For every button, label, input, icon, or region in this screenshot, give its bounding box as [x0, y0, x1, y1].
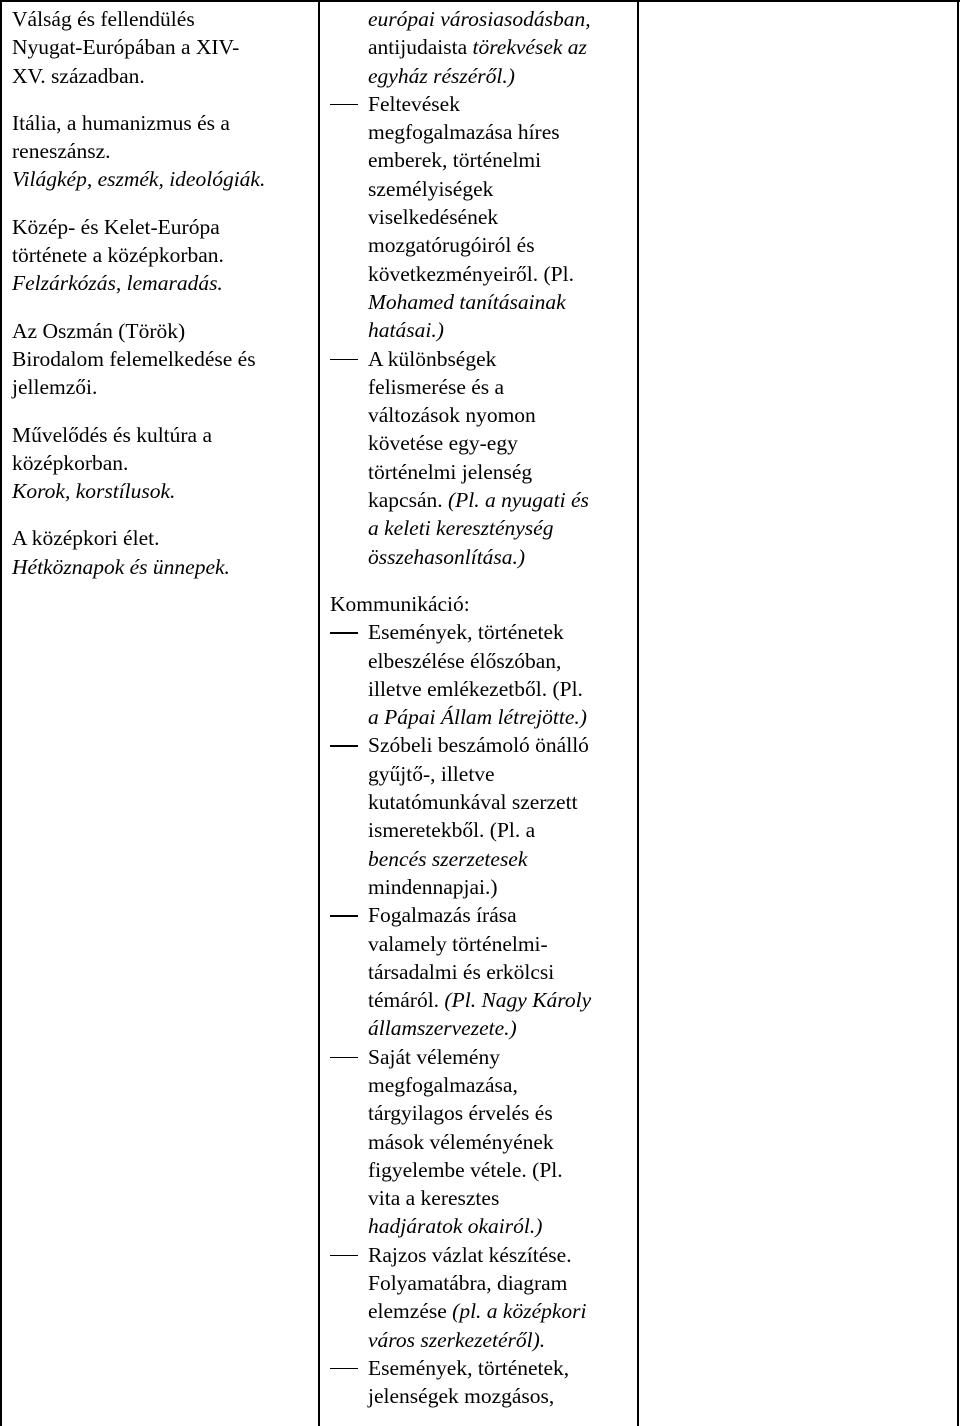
- text-run: Mohamed tanításainak: [368, 289, 566, 314]
- text-run: Válság és fellendülés: [12, 7, 195, 31]
- text-run: elbeszélése élőszóban,: [368, 648, 562, 673]
- dash-bullet-icon: [330, 359, 358, 360]
- item-line: [368, 675, 620, 703]
- list-item: [330, 1241, 620, 1354]
- item-line: [368, 260, 620, 288]
- item-line: [368, 316, 620, 344]
- text-line: [368, 33, 620, 61]
- topic-block: [12, 317, 312, 402]
- text-run: törekvések az: [472, 35, 587, 60]
- text-run: mozgatórugóiról és: [368, 233, 535, 258]
- text-run: jelenségek mozgásos,: [368, 1384, 555, 1409]
- topic-line: [12, 109, 312, 137]
- section-heading: Kommunikáció:: [330, 591, 470, 616]
- item-line: [368, 873, 620, 901]
- item-line: [368, 1071, 620, 1099]
- text-line: [368, 62, 620, 90]
- list-item: [330, 618, 620, 731]
- item-line: [368, 90, 620, 118]
- text-run: felismerése és a: [368, 374, 505, 399]
- text-run: összehasonlítása.): [368, 544, 526, 569]
- dash-bullet-icon: [330, 915, 358, 916]
- text-run: megfogalmazása,: [368, 1072, 518, 1097]
- item-line: [368, 288, 620, 316]
- text-run: Itália, a humanizmus és a: [12, 110, 230, 135]
- text-run: Felzárkózás, lemaradás.: [12, 271, 223, 296]
- text-run: Rajzos vázlat készítése.: [368, 1242, 572, 1267]
- text-run: mindennapjai.): [368, 874, 498, 899]
- topic-line: [12, 524, 312, 552]
- list-item: [330, 90, 620, 345]
- text-run: antijudaista: [368, 35, 473, 60]
- text-run: A középkori élet.: [12, 526, 160, 551]
- text-line: [368, 5, 620, 33]
- item-line: [368, 788, 620, 816]
- item-line: [368, 1184, 620, 1212]
- table-border-top: [0, 0, 960, 2]
- item-line: [368, 1156, 620, 1184]
- text-run: Szóbeli beszámoló önálló: [368, 733, 589, 758]
- text-run: Események, történetek,: [368, 1355, 570, 1380]
- topic-line: [12, 5, 312, 33]
- topic-line: [12, 317, 312, 345]
- item-line: [368, 401, 620, 429]
- item-line: [368, 1297, 620, 1325]
- topic-line: [12, 421, 312, 449]
- topic-line: [12, 449, 312, 477]
- topics-column: [12, 5, 312, 600]
- item-line: [368, 373, 620, 401]
- text-run: A különbségek: [368, 346, 497, 371]
- topic-line: [12, 553, 312, 581]
- topic-block: [12, 5, 312, 90]
- topic-block: [12, 109, 312, 194]
- text-run: személyiségek: [368, 176, 494, 201]
- text-run: Fogalmazás írása: [368, 903, 517, 928]
- topic-block: [12, 213, 312, 298]
- text-run: város szerkezetéről).: [368, 1327, 546, 1352]
- text-run: bencés szerzetesek: [368, 846, 528, 871]
- text-run: XV. században.: [12, 63, 145, 88]
- item-line: [368, 1326, 620, 1354]
- text-run: Hétköznapok és ünnepek.: [12, 554, 230, 579]
- item-line: [368, 901, 620, 929]
- text-run: a Pápai Állam létrejötte.): [368, 705, 587, 730]
- topic-line: [12, 213, 312, 241]
- text-run: követése egy-egy: [368, 431, 518, 456]
- item-line: [368, 647, 620, 675]
- text-run: Közép- és Kelet-Európa: [12, 214, 220, 239]
- text-run: mások véleményének: [368, 1129, 554, 1154]
- text-run: valamely történelmi-: [368, 931, 548, 956]
- item-line: [368, 1014, 620, 1042]
- topic-line: [12, 345, 312, 373]
- dash-bullet-icon: [330, 1057, 358, 1058]
- item-line: [368, 175, 620, 203]
- item-line: [368, 703, 620, 731]
- text-run: középkorban.: [12, 450, 129, 475]
- item-line: [368, 345, 620, 373]
- item-line: [368, 118, 620, 146]
- table-border-right: [957, 0, 959, 1426]
- text-run: kapcsán.: [368, 488, 448, 513]
- topic-block: [12, 524, 312, 581]
- text-run: megfogalmazása híres: [368, 120, 560, 145]
- list-item: [330, 731, 620, 901]
- item-line: [368, 816, 620, 844]
- text-run: vita a keresztes: [368, 1186, 500, 1211]
- text-run: elemzése: [368, 1299, 453, 1324]
- text-run: hadjáratok okairól.): [368, 1214, 543, 1239]
- item-line: [368, 760, 620, 788]
- item-line: [368, 1043, 620, 1071]
- text-run: Saját vélemény: [368, 1044, 500, 1069]
- topic-line: [12, 477, 312, 505]
- text-run: története a középkorban.: [12, 243, 224, 268]
- text-run: figyelembe vétele. (Pl.: [368, 1157, 563, 1182]
- dash-bullet-icon: [330, 632, 358, 633]
- text-run: Feltevések: [368, 91, 460, 116]
- skills-column: [330, 5, 620, 1411]
- list-item: [330, 1043, 620, 1241]
- text-run: Az Oszmán (Török): [12, 318, 186, 343]
- text-run: kutatómunkával szerzett: [368, 790, 578, 815]
- text-run: (pl. a középkori: [452, 1299, 587, 1324]
- item-line: [368, 203, 620, 231]
- list-item: [330, 1354, 620, 1411]
- text-run: Művelődés és kultúra a: [12, 422, 213, 447]
- text-run: államszervezete.): [368, 1016, 517, 1041]
- item-line: [368, 986, 620, 1014]
- item-line: [368, 731, 620, 759]
- text-run: következményeiről. (Pl.: [368, 261, 574, 286]
- item-line: [368, 1269, 620, 1297]
- item-line: [368, 1241, 620, 1269]
- text-run: hatásai.): [368, 318, 444, 343]
- item-line: [368, 458, 620, 486]
- text-run: Események, történetek: [368, 620, 564, 645]
- text-run: Világkép, eszmék, ideológiák.: [12, 167, 266, 192]
- item-line: [368, 1212, 620, 1240]
- text-run: témáról.: [368, 988, 445, 1013]
- text-run: ismeretekből. (Pl. a: [368, 818, 536, 843]
- text-run: Korok, korstílusok.: [12, 479, 176, 504]
- table-border-col1: [318, 0, 320, 1426]
- table-border-left: [0, 0, 2, 1426]
- dash-bullet-icon: [330, 1368, 358, 1369]
- text-run: viselkedésének: [368, 205, 499, 230]
- text-run: reneszánsz.: [12, 139, 111, 164]
- item-line: [368, 146, 620, 174]
- list-item: [330, 901, 620, 1042]
- topic-block: [12, 421, 312, 506]
- topic-line: [12, 62, 312, 90]
- item-line: [368, 486, 620, 514]
- text-run: Folyamatábra, diagram: [368, 1271, 568, 1296]
- text-run: emberek, történelmi: [368, 148, 542, 173]
- item-line: [368, 1382, 620, 1410]
- topic-line: [12, 241, 312, 269]
- text-run: tárgyilagos érvelés és: [368, 1101, 553, 1126]
- item-line: [368, 845, 620, 873]
- item-line: [368, 429, 620, 457]
- topic-line: [12, 269, 312, 297]
- text-run: egyház részéről.): [368, 63, 515, 88]
- text-run: Birodalom felemelkedése és: [12, 346, 256, 371]
- item-line: [368, 1099, 620, 1127]
- text-run: jellemzői.: [12, 375, 98, 400]
- topic-line: [12, 373, 312, 401]
- text-run: (Pl. Nagy Károly: [444, 988, 592, 1013]
- text-run: társadalmi és erkölcsi: [368, 959, 555, 984]
- item-line: [368, 543, 620, 571]
- text-run: a keleti kereszténység: [368, 516, 554, 541]
- list-item: [330, 345, 620, 571]
- dash-bullet-icon: [330, 104, 358, 105]
- continuation-text: [330, 5, 620, 90]
- item-line: [368, 930, 620, 958]
- topic-line: [12, 165, 312, 193]
- text-run: történelmi jelenség: [368, 459, 533, 484]
- table-border-col2: [637, 0, 639, 1426]
- text-run: európai városiasodásban,: [368, 7, 591, 31]
- item-line: [368, 231, 620, 259]
- item-line: [368, 618, 620, 646]
- text-run: illetve emlékezetből. (Pl.: [368, 676, 583, 701]
- text-run: Nyugat-Európában a XIV-: [12, 35, 240, 60]
- item-line: [368, 958, 620, 986]
- item-line: [368, 1354, 620, 1382]
- dash-bullet-icon: [330, 1255, 358, 1256]
- item-line: [368, 1128, 620, 1156]
- item-line: [368, 514, 620, 542]
- dash-bullet-icon: [330, 745, 358, 746]
- text-run: (Pl. a nyugati és: [448, 488, 589, 513]
- text-run: változások nyomon: [368, 403, 536, 428]
- text-run: gyűjtő-, illetve: [368, 761, 495, 786]
- topic-line: [12, 137, 312, 165]
- topic-line: [12, 33, 312, 61]
